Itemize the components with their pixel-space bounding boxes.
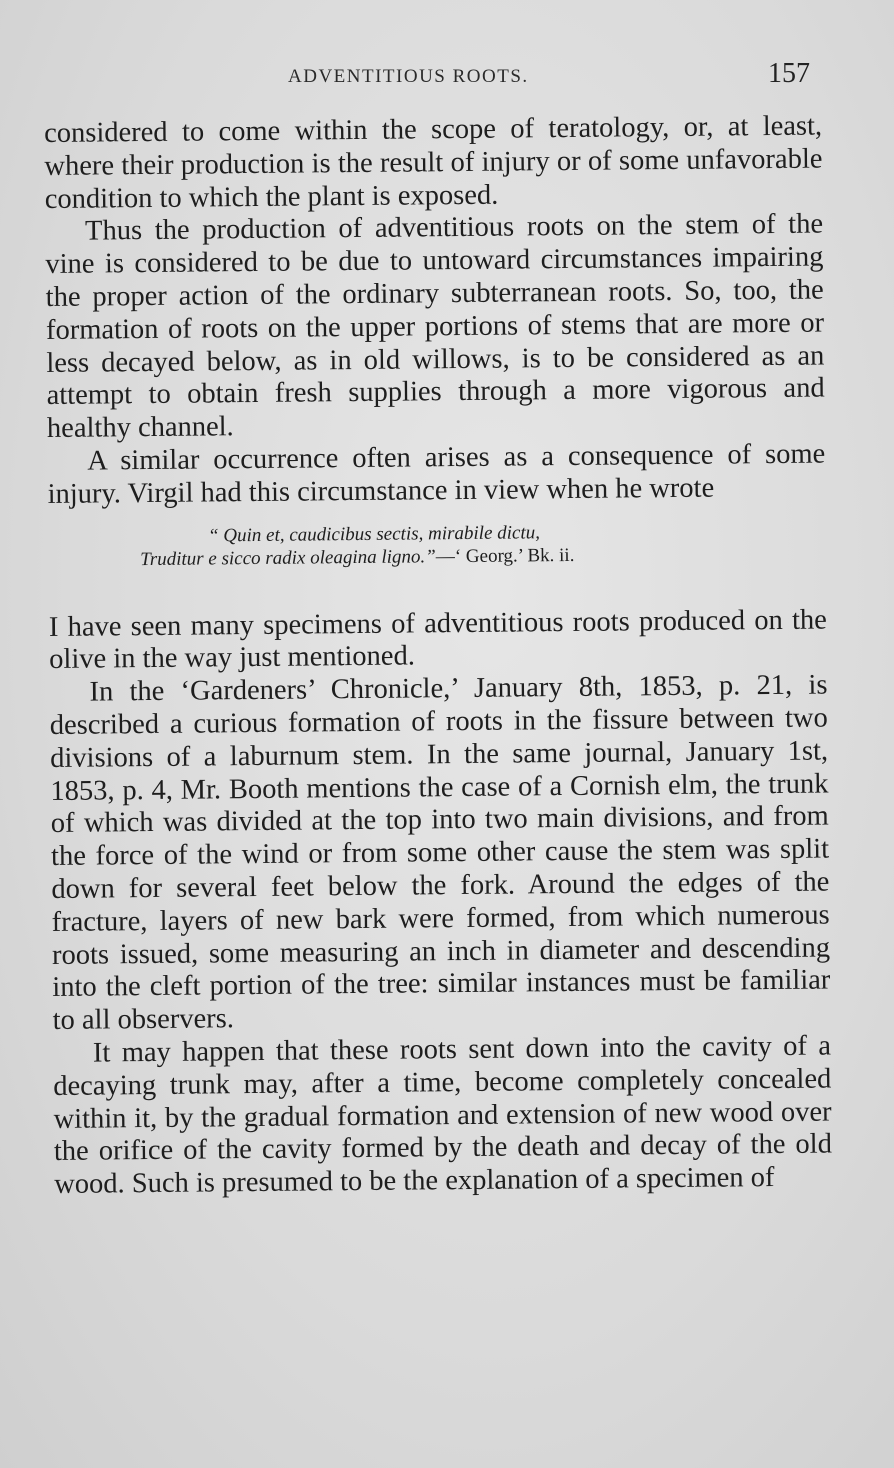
paragraph-3: A similar occurrence often arises as a consequence of some injury. Virgil had this circumstance in view when he wrote [47, 438, 826, 510]
page-header [48, 58, 810, 98]
paragraph-2: Thus the production of adventitious roots on the stem of the vine is considered to be due to untoward circumstances impairing the proper action of the ordinary subterranean roots. So, too, the formation of roots on the upper portions of stems that are more or less decayed below, as in old willows, is to be considered as an attempt to obtain fresh supplies through a more vigorous and healthy channel. [45, 208, 825, 445]
paragraph-5: In the ‘Gardeners’ Chronicle,’ January 8th, 1853, p. 21, is described a curious formation of roots in the fissure between two divisions of a laburnum stem. In the same journal, January 1st, 1853, p. 4, Mr. Booth mentions the case of a Cornish elm, the trunk of which was divided at the top into two main divisions, and from the force of the wind or from some other cause the stem was split down for several feet below the fork. Around the edges of the fracture, layers of new bark were formed, from which numerous roots issued, some measuring an inch in diameter and descending into the cleft portion of the tree: similar instances must be familiar to all observers. [49, 669, 831, 1037]
quote-line-1: “ Quin et, caudicibus sectis, mirabile dictu, [207, 521, 541, 547]
paragraph-1: considered to come within the scope of teratology, or, at least, where their production is the result of injury or of some unfavorable condition to which the plant is exposed. [44, 110, 823, 215]
page-number: 157 [768, 58, 810, 89]
running-title: ADVENTITIOUS ROOTS. [288, 66, 529, 87]
quote-line-2-verse: Truditur e sicco radix oleagina ligno.” [140, 545, 436, 570]
virgil-quotation [48, 518, 826, 571]
paragraph-4: I have seen many specimens of adventitious roots produced on the olive in the way just mentioned. [48, 604, 827, 676]
paragraph-6: It may happen that these roots sent down into the cavity of a decaying trunk may, after a time, become completely concealed within it, by the gradual formation and extension of new wood over the orifice of the cavity formed by the death and decay of the old wood. Such is presumed to be the explanation of a specimen of [53, 1030, 833, 1201]
body-text [44, 111, 832, 1202]
quote-citation: —‘ Georg.’ Bk. ii. [435, 544, 575, 567]
